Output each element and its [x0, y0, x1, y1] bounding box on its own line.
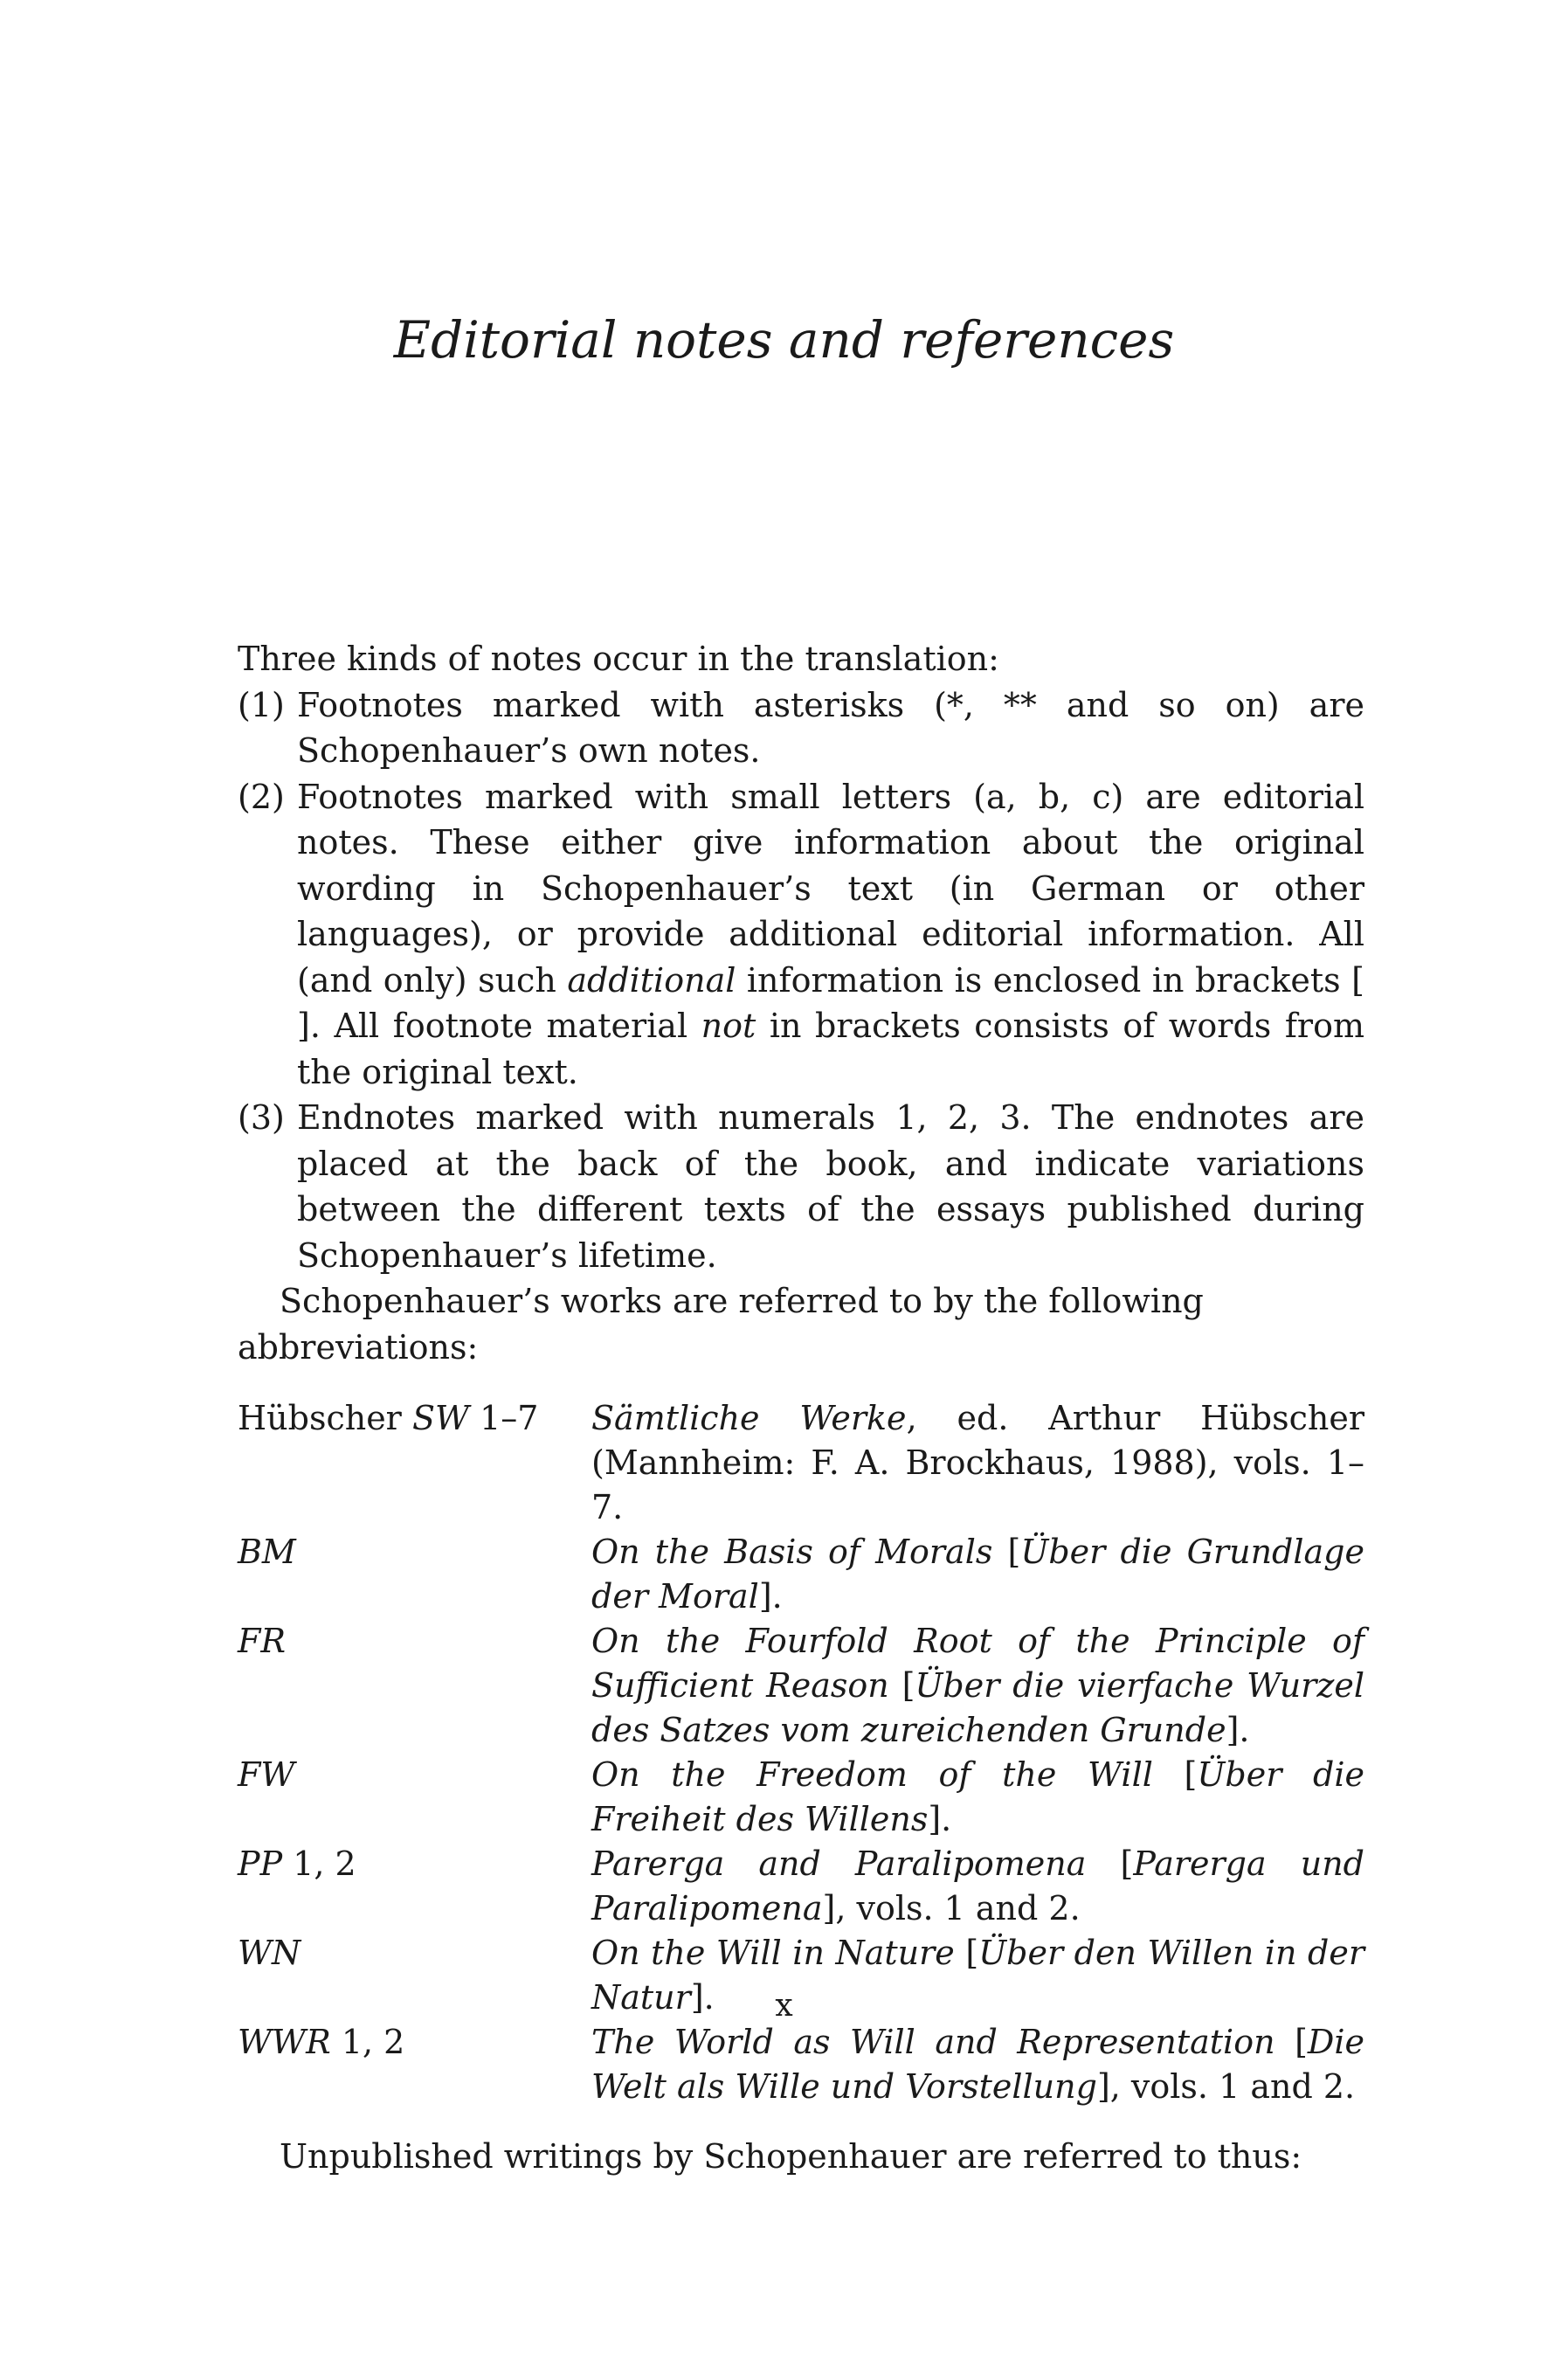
- notes-list: [238, 682, 1364, 1279]
- note-text: Footnotes marked with small letters (a, b, c) are editorial notes. These either give information about the original wording in Schopenhauer’s text (in German or other languages), or provide additional editorial information. All (and only) such additional information is enclosed in brackets [ ]. All footnote material not in brackets consists of words from the original text.: [297, 777, 1364, 1091]
- abbreviation-description: On the Basis of Morals [Über die Grundlage der Moral].: [591, 1533, 1364, 1616]
- abbreviation-description: Parerga and Paralipomena [Parerga und Paralipomena], vols. 1 and 2.: [591, 1844, 1364, 1927]
- table-row: [238, 1619, 1364, 1753]
- note-number: (3): [238, 1098, 285, 1137]
- abbreviation-key: BM: [238, 1533, 296, 1571]
- abbreviation-description: On the Fourfold Root of the Principle of Sufficient Reason [Über die vierfache Wurzel des Satzes vom zureichenden Grunde].: [591, 1622, 1365, 1749]
- abbreviation-description: On the Will in Nature [Über den Willen in der Natur].: [591, 1934, 1364, 2017]
- abbreviation-description: Sämtliche Werke, ed. Arthur Hübscher (Mannheim: F. A. Brockhaus, 1988), vols. 1–7.: [591, 1399, 1365, 1526]
- intro-text: Three kinds of notes occur in the translation:: [238, 640, 999, 678]
- note-text: Footnotes marked with asterisks (*, ** and so on) are Schopenhauer’s own notes.: [297, 685, 1364, 770]
- note-item: [238, 1095, 1364, 1278]
- abbreviations-intro: Schopenhauer’s works are referred to by the following abbreviations:: [238, 1282, 1204, 1367]
- abbreviation-key: PP 1, 2: [238, 1844, 356, 1883]
- abbreviation-key: WN: [238, 1934, 301, 1972]
- abbreviation-key: Hübscher SW 1–7: [238, 1399, 539, 1437]
- abbreviation-key: FW: [238, 1755, 295, 1794]
- page-number: x: [775, 1988, 793, 2024]
- table-row: [238, 1396, 1364, 1530]
- note-item: [238, 774, 1364, 1096]
- abbreviation-key: WWR 1, 2: [238, 2023, 405, 2061]
- table-row: [238, 1753, 1364, 1842]
- page-title: Editorial notes and references: [393, 310, 1175, 370]
- note-number: (1): [238, 685, 285, 724]
- abbreviation-description: On the Freedom of the Will [Über die Freiheit des Willens].: [591, 1755, 1364, 1838]
- table-row: [238, 2020, 1364, 2109]
- abbreviation-description: The World as Will and Representation [Die Welt als Wille und Vorstellung], vols. 1 and 2.: [591, 2023, 1365, 2106]
- table-row: [238, 1842, 1364, 1931]
- note-text: Endnotes marked with numerals 1, 2, 3. The endnotes are placed at the back of the book, and indicate variations between the different texts of the essays published during Schopenhauer’s lifetime.: [297, 1098, 1364, 1275]
- abbreviation-key: FR: [238, 1622, 286, 1660]
- unpublished-writings-intro: Unpublished writings by Schopenhauer are referred to thus:: [280, 2137, 1302, 2176]
- editorial-body: [238, 636, 1364, 2180]
- table-row: [238, 1530, 1364, 1619]
- note-number: (2): [238, 777, 285, 816]
- note-item: [238, 682, 1364, 774]
